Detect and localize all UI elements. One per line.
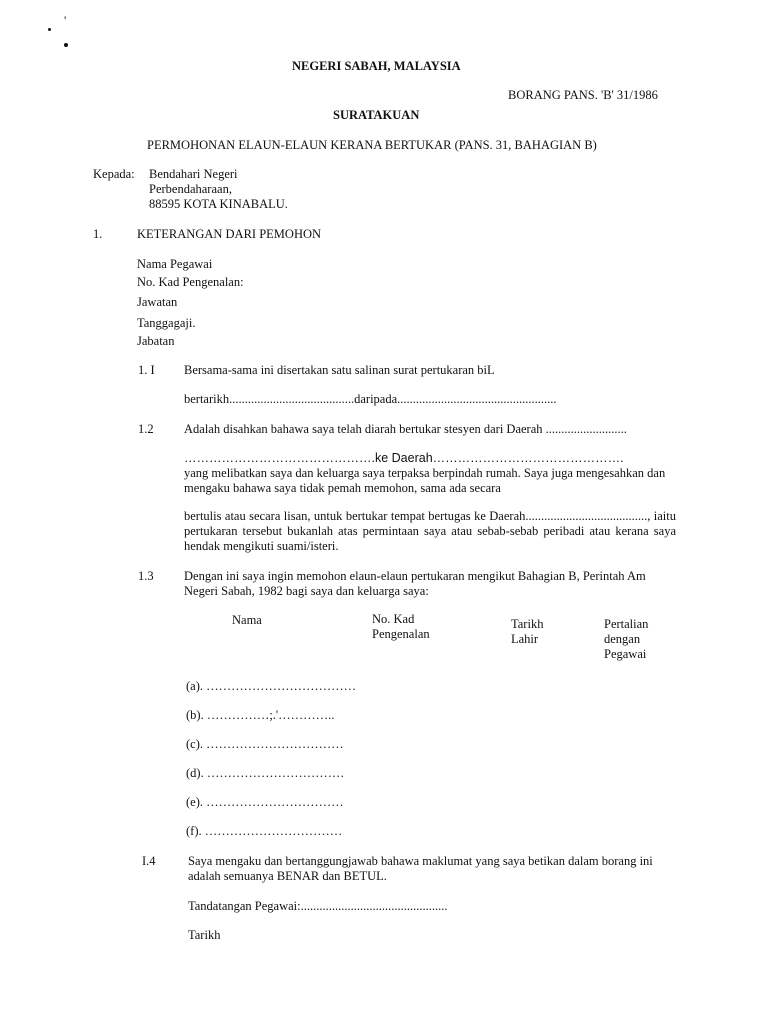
- family-row-f: (f). ……………………………: [186, 824, 343, 838]
- family-row-e: (e). ……………………………: [186, 795, 344, 809]
- item-1-1-number: 1. I: [138, 363, 155, 377]
- field-jawatan: Jawatan: [137, 295, 178, 309]
- family-row-c: (c). ……………………………: [186, 737, 344, 751]
- family-row-b: (b). ……………;.'…………..: [186, 708, 335, 722]
- addressee-line-2: Perbendaharaan,: [149, 182, 232, 196]
- item-1-1-text: Bersama-sama ini disertakan satu salinan surat pertukaran biL: [184, 363, 495, 377]
- item-1-1-line2: bertarikh........................................daripada...................................................: [184, 392, 557, 406]
- addressee-line-1: Bendahari Negeri: [149, 167, 238, 181]
- section-number: 1.: [93, 227, 103, 241]
- item-1-2-para-2: bertulis atau secara lisan, untuk bertukar tempat bertugas ke Daerah......................................., iaitu pertukaran tersebut bukanlah atas permintaan saya atau sebab-sebab peribadi atau kerana saya hendak mengikuti suami/isteri.: [184, 509, 676, 553]
- field-kad-pengenalan: No. Kad Pengenalan:: [137, 275, 244, 289]
- field-nama-pegawai: Nama Pegawai: [137, 257, 213, 271]
- date-label: Tarikh: [188, 928, 221, 942]
- state-heading: NEGERI SABAH, MALAYSIA: [292, 59, 461, 73]
- subject-line: PERMOHONAN ELAUN-ELAUN KERANA BERTUKAR (PANS. 31, BAHAGIAN B): [147, 138, 597, 152]
- item-1-3-number: 1.3: [138, 569, 154, 583]
- document-title: SURATAKUAN: [333, 108, 420, 122]
- column-nama: Nama: [232, 613, 262, 627]
- bullet-mark-2: [64, 43, 68, 47]
- family-row-a: (a). ………………………………: [186, 679, 357, 693]
- section-heading: KETERANGAN DARI PEMOHON: [137, 227, 322, 241]
- field-jabatan: Jabatan: [137, 334, 175, 348]
- form-number: BORANG PANS. 'B' 31/1986: [508, 88, 658, 102]
- item-1-2-para-1: yang melibatkan saya dan keluarga saya terpaksa berpindah rumah. Saya juga mengesahkan dan mengaku bahawa saya tidak pemah memohon, sama ada secara: [184, 466, 666, 495]
- column-kad-pengenalan: No. Kad Pengenalan: [372, 612, 430, 641]
- family-row-d: (d). ……………………………: [186, 766, 345, 780]
- addressee-label: Kepada:: [93, 167, 135, 181]
- item-1-2-daerah-line: ……………………………………….ke Daerah……………………………………….: [184, 451, 624, 465]
- item-1-2-number: 1.2: [138, 422, 154, 436]
- item-1-3-text: Dengan ini saya ingin memohon elaun-elaun pertukaran mengikut Bahagian B, Perintah Am Negeri Sabah, 1982 bagi saya dan keluarga saya:: [184, 569, 646, 598]
- item-1-2-text: Adalah disahkan bahawa saya telah diarah bertukar stesyen dari Daerah ..........................: [184, 422, 627, 436]
- apostrophe-mark: ': [64, 14, 67, 28]
- column-tarikh-lahir: Tarikh Lahir: [511, 617, 544, 646]
- addressee-line-3: 88595 KOTA KINABALU.: [149, 197, 288, 211]
- item-1-4-text: Saya mengaku dan bertanggungjawab bahawa maklumat yang saya betikan dalam borang ini adalah semuanya BENAR dan BETUL.: [188, 854, 653, 883]
- field-tanggagaji: Tanggagaji.: [137, 316, 196, 330]
- column-pertalian: Pertalian dengan Pegawai: [604, 617, 649, 661]
- bullet-mark-1: [48, 28, 51, 31]
- signature-line: Tandatangan Pegawai:...............................................: [188, 899, 448, 913]
- item-1-4-number: I.4: [142, 854, 156, 868]
